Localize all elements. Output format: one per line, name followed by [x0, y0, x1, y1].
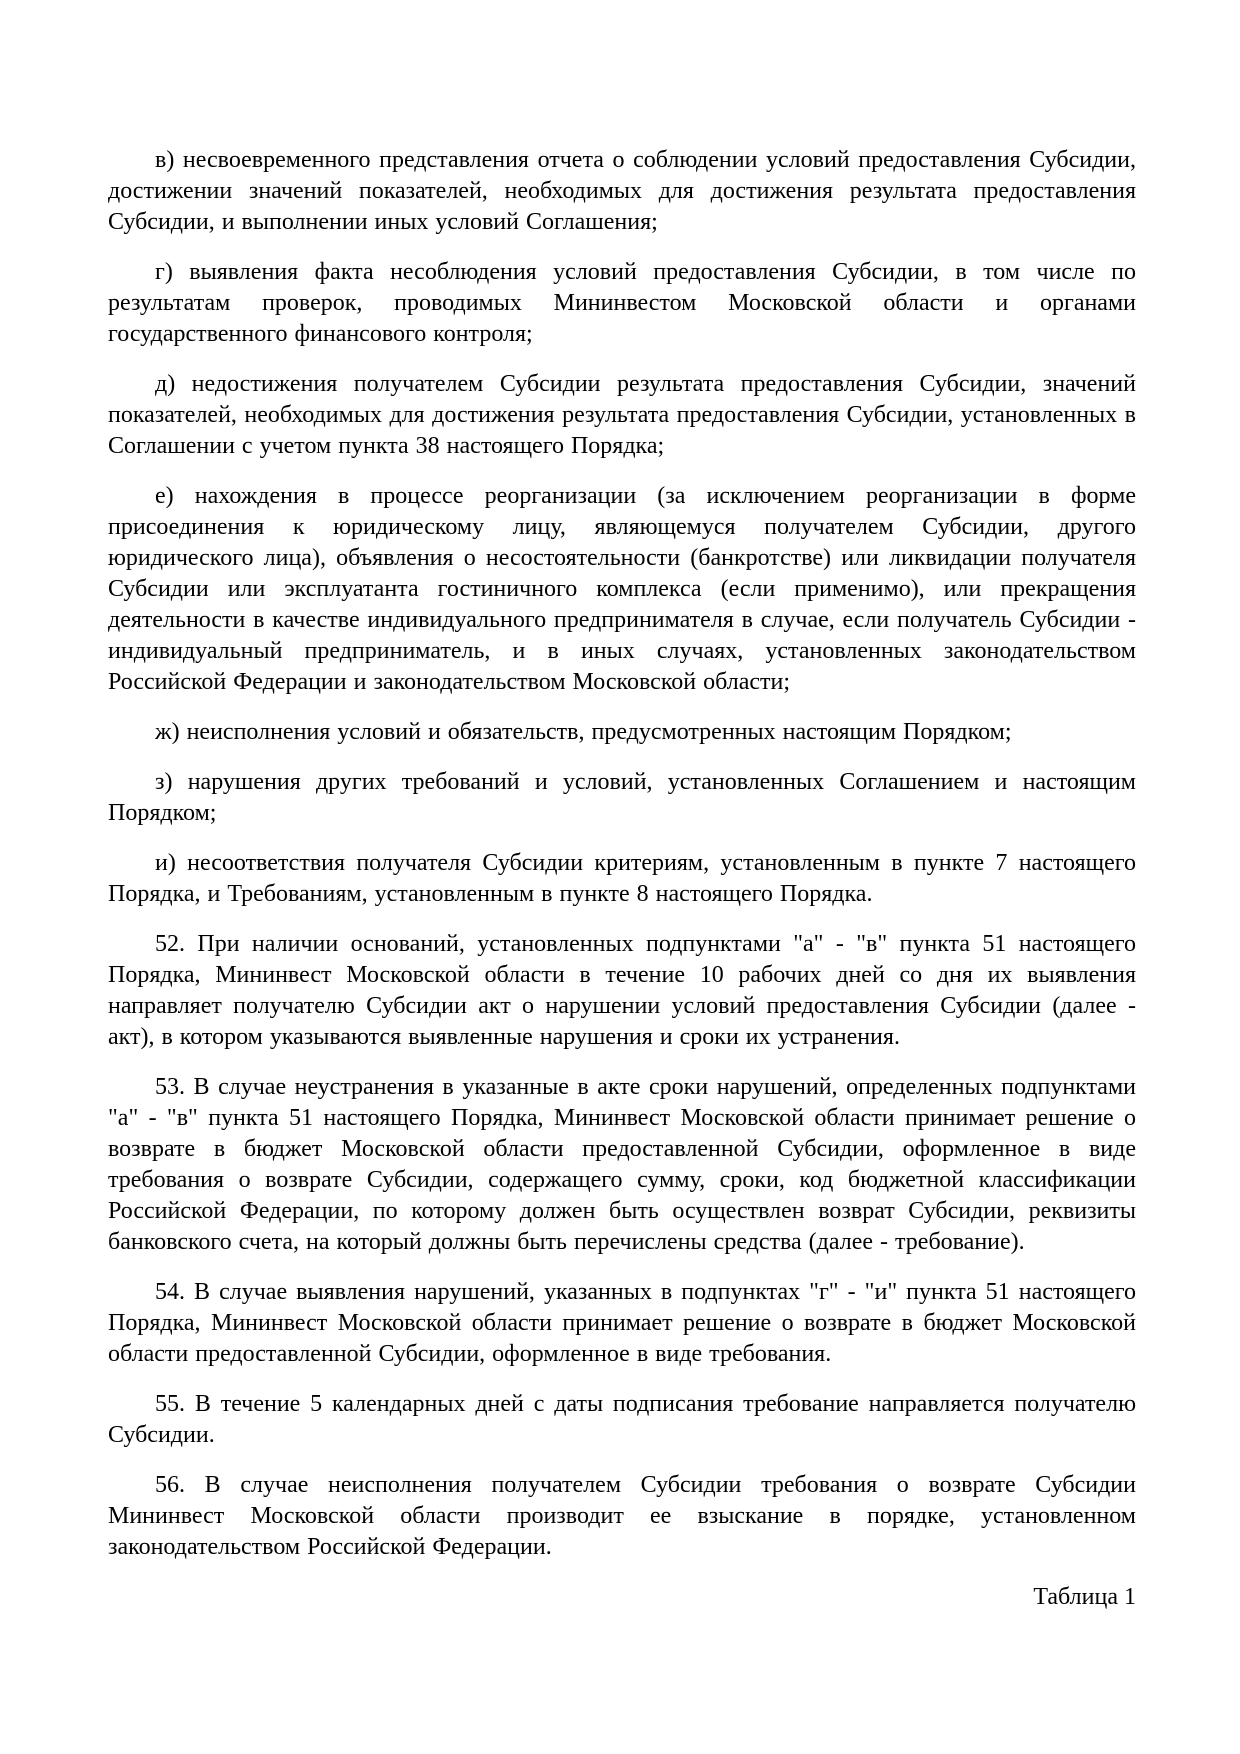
item-55: 55. В течение 5 календарных дней с даты подписания требование направляется получателю Субсидии.: [108, 1391, 1136, 1448]
clause-z: з) нарушения других требований и условий, установленных Соглашением и настоящим Порядком;: [108, 769, 1136, 826]
clause-i: и) несоответствия получателя Субсидии критериям, установленным в пункте 7 настоящего Порядка, и Требованиям, установленным в пункте 8 настоящего Порядка.: [108, 850, 1136, 907]
document-body: [108, 145, 1136, 1613]
item-53: 53. В случае неустранения в указанные в акте сроки нарушений, определенных подпунктами "а" - "в" пункта 51 настоящего Порядка, Мининвест Московской области принимает решение о возврате в бюджет Московской области предоставленной Субсидии, оформленное в виде требования о возврате Субсидии, содержащего сумму, сроки, код бюджетной классификации Российской Федерации, по которому должен быть осуществлен возврат Субсидии, реквизиты банковского счета, на который должны быть перечислены средства (далее - требование).: [108, 1074, 1136, 1255]
clause-g: г) выявления факта несоблюдения условий предоставления Субсидии, в том числе по результатам проверок, проводимых Мининвестом Московской области и органами государственного финансового контроля;: [108, 259, 1136, 347]
item-52: 52. При наличии оснований, установленных подпунктами "а" - "в" пункта 51 настоящего Порядка, Мининвест Московской области в течение 10 рабочих дней со дня их выявления направляет получателю Субсидии акт о нарушении условий предоставления Субсидии (далее - акт), в котором указываются выявленные нарушения и сроки их устранения.: [108, 931, 1136, 1050]
item-54: 54. В случае выявления нарушений, указанных в подпунктах "г" - "и" пункта 51 настоящего Порядка, Мининвест Московской области принимает решение о возврате в бюджет Московской области предоставленной Субсидии, оформленное в виде требования.: [108, 1279, 1136, 1367]
table-1-caption: Таблица 1: [1033, 1584, 1136, 1610]
clause-e: е) нахождения в процессе реорганизации (за исключением реорганизации в форме присоединения к юридическому лицу, являющемуся получателем Субсидии, другого юридического лица), объявления о несостоятельности (банкротстве) или ликвидации получателя Субсидии или эксплуатанта гостиничного комплекса (если применимо), или прекращения деятельности в качестве индивидуального предпринимателя в случае, если получатель Субсидии - индивидуальный предприниматель, и в иных случаях, установленных законодательством Российской Федерации и законодательством Московской области;: [108, 483, 1136, 695]
clause-zh: ж) неисполнения условий и обязательств, предусмотренных настоящим Порядком;: [155, 719, 1012, 745]
clause-d: д) недостижения получателем Субсидии результата предоставления Субсидии, значений показателей, необходимых для достижения результата предоставления Субсидии, установленных в Соглашении с учетом пункта 38 настоящего Порядка;: [108, 371, 1136, 459]
item-56: 56. В случае неисполнения получателем Субсидии требования о возврате Субсидии Мининвест Московской области производит ее взыскание в порядке, установленном законодательством Российской Федерации.: [108, 1472, 1136, 1560]
clause-v: в) несвоевременного представления отчета о соблюдении условий предоставления Субсидии, достижении значений показателей, необходимых для достижения результата предоставления Субсидии, и выполнении иных условий Соглашения;: [108, 147, 1136, 235]
